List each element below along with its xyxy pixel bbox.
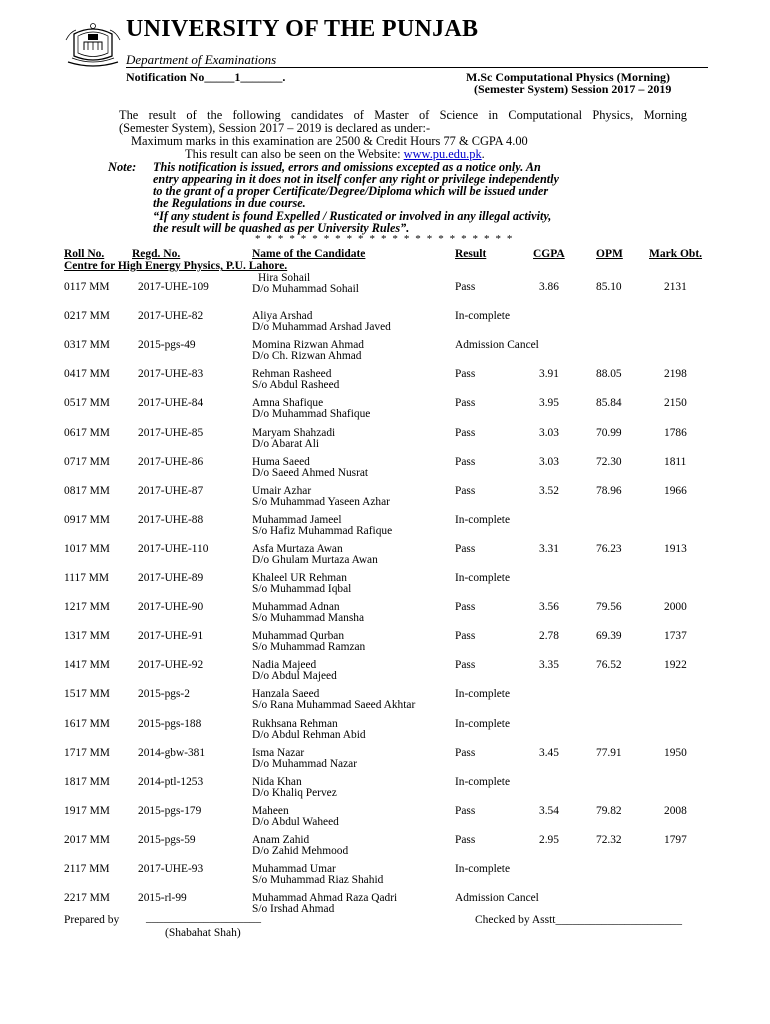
mark-obtained-cell: 1737 — [664, 630, 687, 643]
opm-cell: 77.91 — [596, 746, 622, 759]
roll-no-cell: 1617 MM — [64, 717, 110, 730]
candidate-name-cell: Aliya Arshad — [252, 310, 313, 323]
mark-obtained-cell: 2198 — [664, 368, 687, 381]
regd-no-cell: 2017-UHE-88 — [138, 513, 204, 526]
regd-no-cell: 2015-rl-99 — [138, 892, 187, 905]
roll-no-cell: 0917 MM — [64, 513, 110, 526]
candidate-name-cell: Muhammad Qurban — [252, 630, 345, 643]
note-line: entry appearing in it does not in itself confer any right or privilege independently — [153, 172, 559, 186]
result-cell: Pass — [455, 281, 476, 293]
regd-no-cell: 2017-UHE-85 — [138, 426, 204, 439]
candidate-name-cell: Amna Shafique — [252, 397, 324, 410]
opm-cell: 76.52 — [596, 659, 622, 672]
roll-no-cell: 1317 MM — [64, 630, 110, 643]
result-cell: Pass — [455, 746, 476, 759]
parent-name-cell: D/o Muhammad Shafique — [252, 408, 371, 421]
header-opm: OPM — [596, 248, 623, 260]
result-cell: Pass — [455, 601, 476, 614]
opm-cell: 78.96 — [596, 484, 622, 497]
regd-no-cell: 2017-UHE-83 — [138, 368, 204, 381]
note-line: “If any student is found Expelled / Rusticated or involved in any illegal activity, — [153, 209, 552, 223]
parent-name-cell: D/o Zahid Mehmood — [252, 844, 349, 857]
result-cell: Pass — [455, 542, 476, 555]
regd-no-cell: 2017-UHE-110 — [138, 542, 209, 555]
cgpa-cell: 3.31 — [539, 542, 559, 555]
header-mark-obtained: Mark Obt. — [649, 248, 703, 260]
regd-no-cell: 2017-UHE-93 — [138, 863, 204, 875]
parent-name-cell: D/o Ghulam Murtaza Awan — [252, 553, 378, 566]
parent-name-cell: D/o Abdul Majeed — [252, 670, 337, 683]
roll-no-cell: 0117 MM — [64, 281, 110, 293]
candidate-name-cell: Nadia Majeed — [252, 659, 317, 672]
mark-obtained-cell: 1922 — [664, 659, 687, 672]
regd-no-cell: 2017-UHE-89 — [138, 572, 204, 584]
cgpa-cell: 2.78 — [539, 630, 559, 643]
result-cell: In-complete — [455, 688, 511, 701]
website-suffix: . — [481, 147, 485, 161]
parent-name-cell: D/o Abarat Ali — [252, 437, 320, 450]
roll-no-cell: 0417 MM — [64, 368, 110, 381]
department-name: Department of Examinations — [126, 52, 277, 67]
result-cell: In-complete — [455, 310, 511, 323]
intro-line-1: The result of the following candidates of Master of Science in Computational Physics, Morning — [119, 108, 687, 122]
opm-cell: 69.39 — [596, 630, 622, 643]
cgpa-cell: 3.91 — [539, 368, 559, 381]
roll-no-cell: 2217 MM — [64, 892, 110, 905]
candidate-name-cell: Khaleel UR Rehman — [252, 572, 347, 584]
prepared-by-label: Prepared by — [64, 914, 120, 926]
result-cell: In-complete — [455, 717, 511, 730]
roll-no-cell: 0517 MM — [64, 397, 110, 410]
roll-no-cell: 1217 MM — [64, 601, 110, 614]
candidate-name-cell: Hira Sohail — [258, 272, 311, 284]
cgpa-cell: 3.52 — [539, 484, 559, 497]
candidate-name-cell: Umair Azhar — [252, 484, 312, 497]
parent-name-cell: S/o Muhammad Ramzan — [252, 641, 366, 654]
parent-name-cell: D/o Saeed Ahmed Nusrat — [252, 466, 369, 479]
header-regd-no: Regd. No. — [132, 248, 181, 260]
regd-no-cell: 2017-UHE-90 — [138, 601, 204, 614]
candidate-name-cell: Rehman Rasheed — [252, 368, 332, 381]
checked-by-label: Checked by Asstt______________________ — [475, 914, 682, 926]
cgpa-cell: 3.45 — [539, 746, 559, 759]
header-cgpa: CGPA — [533, 248, 565, 260]
roll-no-cell: 2117 MM — [64, 863, 110, 875]
note-line: This notification is issued, errors and omissions excepted as a notice only. An — [153, 160, 541, 174]
regd-no-cell: 2015-pgs-188 — [138, 717, 202, 730]
intro-line-2: (Semester System), Session 2017 – 2019 is declared as under:- — [119, 121, 431, 135]
mark-obtained-cell: 1797 — [664, 833, 687, 846]
candidate-name-cell: Maryam Shahzadi — [252, 426, 336, 439]
regd-no-cell: 2017-UHE-84 — [138, 397, 204, 410]
parent-name-cell: D/o Muhammad Sohail — [252, 283, 359, 295]
mark-obtained-cell: 1966 — [664, 484, 687, 497]
mark-obtained-cell: 2150 — [664, 397, 687, 410]
result-cell: Pass — [455, 804, 476, 817]
cgpa-cell: 3.03 — [539, 426, 559, 439]
parent-name-cell: S/o Muhammad Iqbal — [252, 583, 352, 595]
cgpa-cell: 3.54 — [539, 804, 559, 817]
cgpa-cell: 3.03 — [539, 455, 559, 468]
opm-cell: 76.23 — [596, 542, 622, 555]
university-title: UNIVERSITY OF THE PUNJAB — [126, 16, 479, 42]
website-prefix: This result can also be seen on the Website: — [185, 147, 404, 161]
result-cell: In-complete — [455, 513, 511, 526]
regd-no-cell: 2017-UHE-86 — [138, 455, 204, 468]
candidate-name-cell: Maheen — [252, 804, 289, 817]
candidate-name-cell: Muhammad Adnan — [252, 601, 340, 614]
result-cell: Pass — [455, 833, 476, 846]
regd-no-cell: 2017-UHE-82 — [138, 310, 204, 323]
result-cell: Pass — [455, 484, 476, 497]
mark-obtained-cell: 2008 — [664, 804, 687, 817]
programme-title: M.Sc Computational Physics (Morning) — [466, 70, 670, 84]
cgpa-cell: 2.95 — [539, 833, 559, 846]
parent-name-cell: D/o Muhammad Arshad Javed — [252, 321, 391, 334]
candidate-name-cell: Hanzala Saeed — [252, 688, 320, 701]
candidate-name-cell: Nida Khan — [252, 775, 302, 788]
result-cell: Pass — [455, 630, 476, 643]
cgpa-cell: 3.56 — [539, 601, 559, 614]
cgpa-cell: 3.35 — [539, 659, 559, 672]
roll-no-cell: 1017 MM — [64, 542, 110, 555]
opm-cell: 70.99 — [596, 426, 622, 439]
parent-name-cell: S/o Muhammad Riaz Shahid — [252, 874, 384, 886]
result-cell: Pass — [455, 397, 476, 410]
prepared-by-signature-line: ____________________ — [146, 912, 261, 924]
regd-no-cell: 2015-pgs-2 — [138, 688, 190, 701]
parent-name-cell: S/o Abdul Rasheed — [252, 379, 340, 392]
parent-name-cell: D/o Abdul Rehman Abid — [252, 728, 366, 741]
mark-obtained-cell: 2131 — [664, 281, 687, 293]
note-line: to the grant of a proper Certificate/Degree/Diploma which will be issued under — [153, 184, 549, 198]
header-result: Result — [455, 248, 487, 260]
result-cell: Admission Cancel — [455, 339, 539, 352]
regd-no-cell: 2014-gbw-381 — [138, 746, 206, 759]
regd-no-cell: 2017-UHE-87 — [138, 484, 204, 497]
prepared-by-name: (Shabahat Shah) — [165, 927, 241, 939]
roll-no-cell: 1417 MM — [64, 659, 110, 672]
roll-no-cell: 0817 MM — [64, 484, 110, 497]
cgpa-cell: 3.86 — [539, 281, 559, 293]
header-candidate-name: Name of the Candidate — [252, 248, 366, 260]
parent-name-cell: D/o Khaliq Pervez — [252, 786, 337, 799]
roll-no-cell: 0617 MM — [64, 426, 110, 439]
intro-line-3: Maximum marks in this examination are 2500 & Credit Hours 77 & CGPA 4.00 — [131, 134, 528, 148]
opm-cell: 85.84 — [596, 397, 622, 410]
roll-no-cell: 2017 MM — [64, 833, 110, 846]
parent-name-cell: S/o Irshad Ahmad — [252, 903, 335, 916]
mark-obtained-cell: 1913 — [664, 542, 687, 555]
session-title: (Semester System) Session 2017 – 2019 — [474, 82, 672, 96]
candidate-name-cell: Isma Nazar — [252, 746, 305, 759]
regd-no-cell: 2017-UHE-109 — [138, 281, 209, 293]
parent-name-cell: S/o Muhammad Yaseen Azhar — [252, 495, 390, 508]
result-cell: Pass — [455, 426, 476, 439]
roll-no-cell: 1917 MM — [64, 804, 110, 817]
regd-no-cell: 2015-pgs-59 — [138, 833, 196, 846]
candidate-name-cell: Rukhsana Rehman — [252, 717, 338, 730]
candidate-name-cell: Asfa Murtaza Awan — [252, 542, 343, 555]
candidate-name-cell: Momina Rizwan Ahmad — [252, 339, 364, 352]
result-cell: Pass — [455, 659, 476, 672]
roll-no-cell: 1117 MM — [64, 572, 110, 584]
candidate-name-cell: Anam Zahid — [252, 833, 310, 846]
opm-cell: 79.56 — [596, 601, 622, 614]
candidate-name-cell: Muhammad Umar — [252, 863, 336, 875]
roll-no-cell: 0317 MM — [64, 339, 110, 352]
opm-cell: 72.32 — [596, 833, 622, 846]
opm-cell: 79.82 — [596, 804, 622, 817]
candidate-name-cell: Huma Saeed — [252, 455, 310, 468]
website-link[interactable]: www.pu.edu.pk — [403, 147, 482, 161]
note-line: the Regulations in due course. — [153, 196, 306, 210]
opm-cell: 85.10 — [596, 281, 622, 293]
note-line: the result will be quashed as per University Rules”. — [153, 221, 410, 235]
parent-name-cell: S/o Rana Muhammad Saeed Akhtar — [252, 699, 416, 712]
roll-no-cell: 1717 MM — [64, 746, 110, 759]
mark-obtained-cell: 1811 — [664, 455, 687, 468]
regd-no-cell: 2014-ptl-1253 — [138, 775, 204, 788]
parent-name-cell: D/o Ch. Rizwan Ahmad — [252, 350, 362, 363]
opm-cell: 88.05 — [596, 368, 622, 381]
mark-obtained-cell: 2000 — [664, 601, 687, 614]
regd-no-cell: 2017-UHE-92 — [138, 659, 204, 672]
parent-name-cell: S/o Muhammad Mansha — [252, 612, 364, 625]
header-roll-no: Roll No. — [64, 248, 105, 260]
roll-no-cell: 0217 MM — [64, 310, 110, 323]
regd-no-cell: 2015-pgs-49 — [138, 339, 196, 352]
roll-no-cell: 0717 MM — [64, 455, 110, 468]
result-cell: In-complete — [455, 863, 511, 875]
candidate-name-cell: Muhammad Ahmad Raza Qadri — [252, 892, 398, 905]
roll-no-cell: 1517 MM — [64, 688, 110, 701]
result-cell: In-complete — [455, 775, 511, 788]
candidate-name-cell: Muhammad Jameel — [252, 513, 342, 526]
parent-name-cell: S/o Hafiz Muhammad Rafique — [252, 524, 393, 537]
parent-name-cell: D/o Abdul Waheed — [252, 815, 339, 828]
regd-no-cell: 2015-pgs-179 — [138, 804, 202, 817]
centre-name: Centre for High Energy Physics, P.U. Lahore. — [64, 260, 288, 272]
result-cell: Admission Cancel — [455, 892, 539, 905]
notification-number: Notification No_____1_______. — [126, 70, 286, 84]
stars-separator: * * * * * * * * * * * * * * * * * * * * * * * — [255, 233, 514, 245]
cgpa-cell: 3.95 — [539, 397, 559, 410]
mark-obtained-cell: 1950 — [664, 746, 687, 759]
result-cell: In-complete — [455, 572, 511, 584]
note-label: Note: — [108, 160, 137, 174]
opm-cell: 72.30 — [596, 455, 622, 468]
mark-obtained-cell: 1786 — [664, 426, 687, 439]
result-cell: Pass — [455, 368, 476, 381]
result-cell: Pass — [455, 455, 476, 468]
regd-no-cell: 2017-UHE-91 — [138, 630, 204, 643]
roll-no-cell: 1817 MM — [64, 775, 110, 788]
parent-name-cell: D/o Muhammad Nazar — [252, 757, 358, 770]
